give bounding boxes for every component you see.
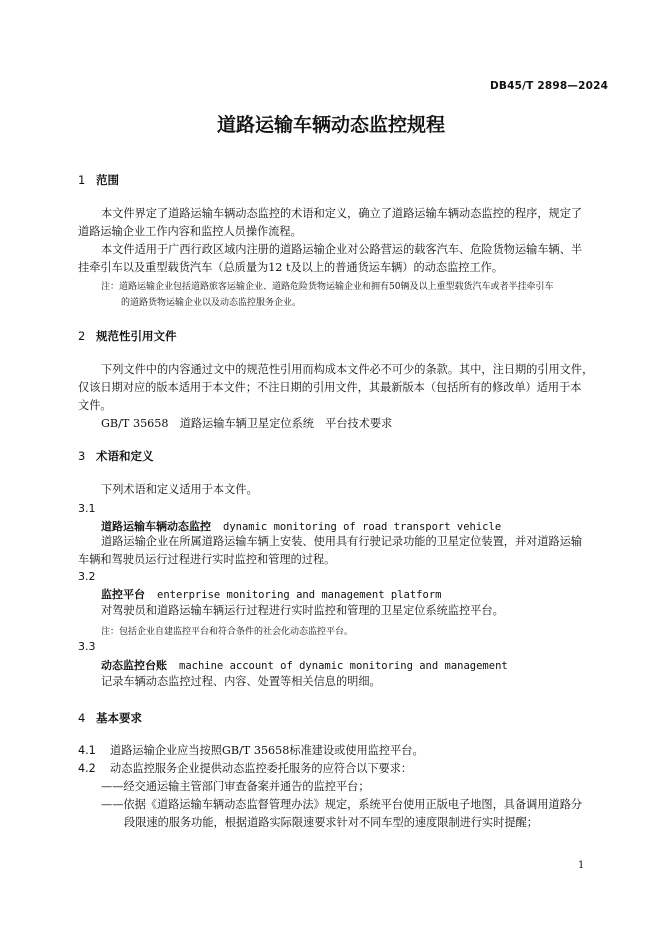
definition-line: 对驾驶员和道路运输车辆运行过程进行实时监控和管理的卫星定位系统监控平台。 (101, 604, 504, 617)
definition-line: 道路运输企业在所属道路运输车辆上安装、使用具有行驶记录功能的卫星定位装置，并对道路运输 (101, 535, 583, 548)
document-title: 道路运输车辆动态监控规程 (216, 114, 445, 136)
paragraph-line: 文件。 (78, 399, 112, 412)
clause-text: 道路运输企业应当按照GB/T 35658标准建设或使用监控平台。 (110, 744, 424, 757)
section-number: 1 (78, 173, 86, 187)
term-chinese: 动态监控台账 (101, 659, 167, 672)
dash-list-item-continuation: 段限速的服务功能，根据道路实际限速要求针对不同车型的速度限制进行实时提醒； (124, 816, 538, 829)
term-number: 3.2 (78, 570, 96, 583)
paragraph-line: 挂牵引车以及重型载货汽车（总质量为12 t及以上的普通货运车辆）的动态监控工作。 (78, 261, 504, 274)
clause-4-2 (78, 759, 412, 778)
section-title: 术语和定义 (96, 449, 154, 463)
term-chinese: 监控平台 (101, 588, 145, 601)
section-number: 4 (78, 711, 86, 725)
note-line: 注：道路运输企业包括道路旅客运输企业、道路危险货物运输企业和拥有50辆及以上重型载货汽车或者半挂牵引车 (101, 282, 554, 292)
section-1-heading (78, 172, 119, 188)
term-3-2 (101, 586, 441, 602)
section-number: 2 (78, 329, 86, 343)
term-english: machine account of dynamic monitoring and management (179, 660, 508, 672)
section-title: 基本要求 (96, 711, 142, 725)
paragraph-line: 本文件适用于广西行政区域内注册的道路运输企业对公路营运的载客汽车、危险货物运输车辆、半 (101, 243, 583, 256)
note-line: 注：包括企业自建监控平台和符合条件的社会化动态监控平台。 (101, 627, 354, 637)
clause-4-1 (78, 741, 424, 760)
term-english: dynamic monitoring of road transport vehicle (223, 521, 502, 533)
term-number: 3.3 (78, 640, 96, 653)
term-3-3 (101, 657, 508, 673)
normative-reference: GB/T 35658 道路运输车辆卫星定位系统 平台技术要求 (101, 417, 393, 430)
clause-number: 4.2 (78, 762, 96, 775)
section-title: 规范性引用文件 (96, 329, 177, 343)
definition-line: 车辆和驾驶员运行过程进行实时监控和管理的过程。 (78, 553, 336, 566)
note-line: 的道路货物运输企业以及动态监控服务企业。 (121, 298, 302, 308)
section-3-heading (78, 448, 154, 464)
page-number: 1 (578, 860, 585, 871)
section-4-heading (78, 710, 142, 726)
dash-list-item: ——依据《道路运输车辆动态监督管理办法》规定，系统平台使用正版电子地图，具备调用道路分 (101, 798, 583, 811)
clause-text: 动态监控服务企业提供动态监控委托服务的应符合以下要求： (110, 762, 413, 775)
paragraph-line: 本文件界定了道路运输车辆动态监控的术语和定义，确立了道路运输车辆动态监控的程序，规定了 (101, 207, 583, 220)
term-number: 3.1 (78, 502, 96, 515)
term-english: enterprise monitoring and management platform (157, 589, 442, 601)
section-title: 范围 (96, 173, 119, 187)
section-number: 3 (78, 449, 86, 463)
dash-list-item: ——经交通运输主管部门审查备案并通告的监控平台； (101, 780, 370, 793)
paragraph-line: 仅该日期对应的版本适用于本文件；不注日期的引用文件，其最新版本（包括所有的修改单）适用于本 (78, 381, 582, 394)
definition-line: 记录车辆动态监控过程、内容、处置等相关信息的明细。 (101, 675, 381, 688)
clause-number: 4.1 (78, 744, 96, 757)
paragraph-line: 下列文件中的内容通过文中的规范性引用而构成本文件必不可少的条款。其中，注日期的引用文件， (101, 363, 594, 376)
paragraph-line: 下列术语和定义适用于本文件。 (101, 483, 258, 496)
section-2-heading (78, 328, 177, 344)
paragraph-line: 道路运输企业工作内容和监控人员操作流程。 (78, 225, 302, 238)
standard-code: DB45/T 2898—2024 (490, 80, 609, 92)
term-chinese: 道路运输车辆动态监控 (101, 520, 211, 533)
